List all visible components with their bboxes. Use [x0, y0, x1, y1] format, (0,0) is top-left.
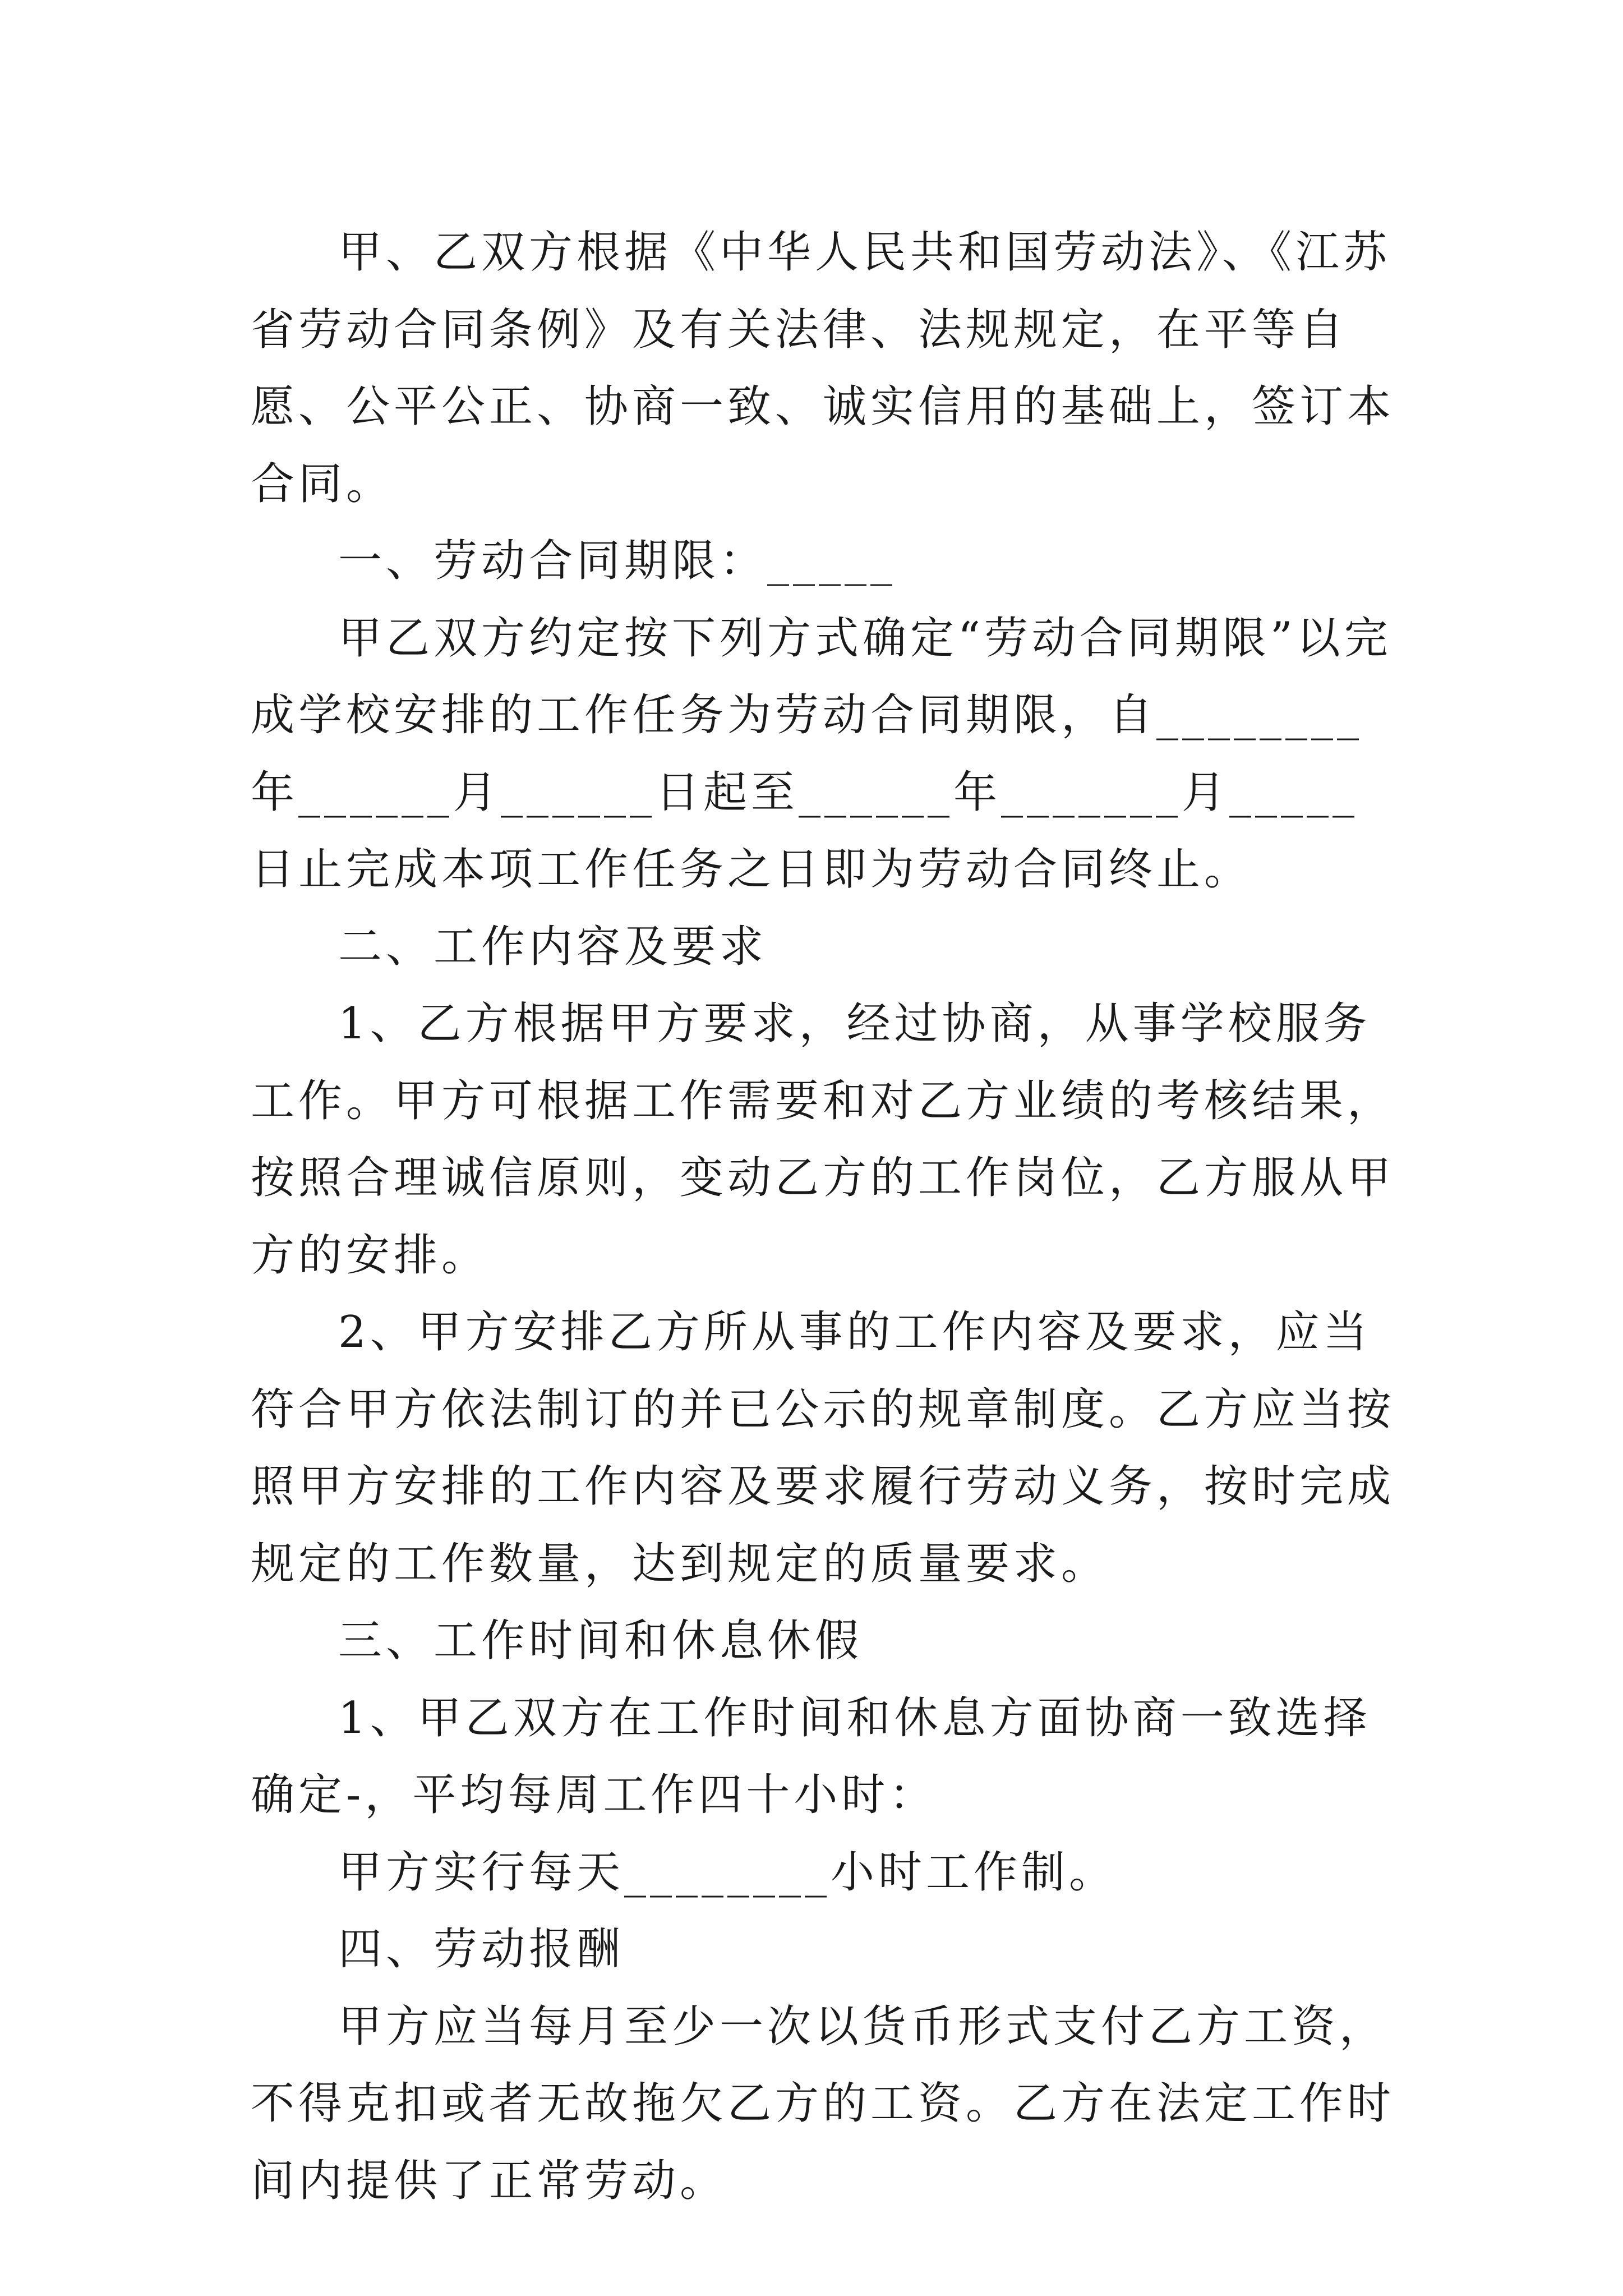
paragraph-contract-term: 甲乙双方约定按下列方式确定“劳动合同期限”以完成学校安排的工作任务为劳动合同期限，自________年______月______日起至______年_______月_____日止完成本项工作任务之日即为劳动合同终止。 — [251, 613, 1392, 895]
heading-work-hours: 三、工作时间和休息休假 — [338, 1616, 863, 1666]
paragraph-work-content-1: 1、乙方根据甲方要求，经过协商，从事学校服务工作。甲方可根据工作需要和对乙方业绩的考核结果，按照合理诚信原则，变动乙方的工作岗位，乙方服从甲方的安排。 — [251, 999, 1395, 1281]
heading-contract-term: 一、劳动合同期限：_____ — [338, 536, 897, 586]
heading-work-content: 二、工作内容及要求 — [338, 921, 768, 972]
paragraph-legal-basis: 甲、乙双方根据《中华人民共和国劳动法》、《江苏省劳动合同条例》及有关法律、法规规定，在平等自愿、公平公正、协商一致、诚实信用的基础上，签订本合同。 — [251, 227, 1395, 509]
paragraph-work-hours-1: 1、甲乙双方在工作时间和休息方面协商一致选择确定-，平均每周工作四十小时： — [251, 1692, 1371, 1820]
paragraph-work-hours-daily: 甲方实行每天________小时工作制。 — [338, 1847, 1117, 1898]
paragraph-remuneration: 甲方应当每月至少一次以货币形式支付乙方工资，不得克扣或者无故拖欠乙方的工资。乙方在法定工作时间内提供了正常劳动。 — [251, 2001, 1395, 2206]
heading-remuneration: 四、劳动报酬 — [338, 1924, 625, 1975]
paragraph-work-content-2: 2、甲方安排乙方所从事的工作内容及要求，应当符合甲方依法制订的并已公示的规章制度。乙方应当按照甲方安排的工作内容及要求履行劳动义务，按时完成规定的工作数量，达到规定的质量要求。 — [251, 1307, 1395, 1589]
contract-body — [251, 214, 1395, 2220]
